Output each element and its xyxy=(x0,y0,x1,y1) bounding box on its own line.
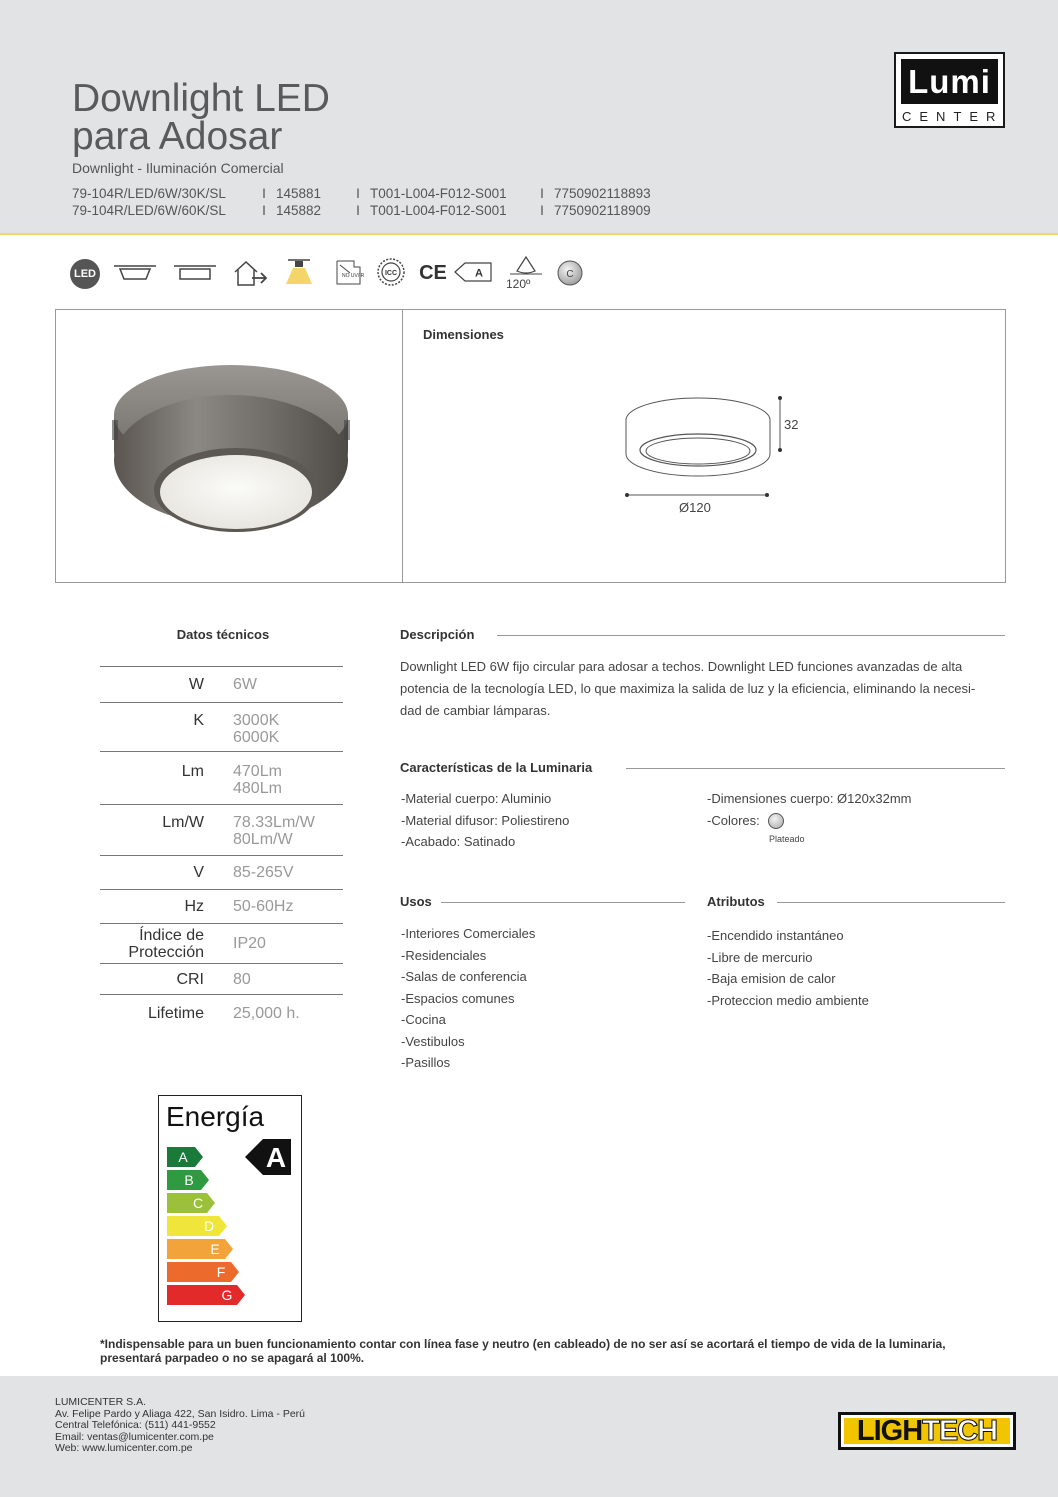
attributes-title: Atributos xyxy=(707,894,765,909)
tech-key xyxy=(100,763,204,780)
lightech-part-b: TECH xyxy=(922,1415,998,1447)
table-row xyxy=(100,964,343,995)
list-item: -Cocina xyxy=(401,1012,446,1027)
table-row xyxy=(100,703,343,752)
energy-rating-label: A xyxy=(265,1142,287,1173)
code-separator: I xyxy=(262,186,266,201)
value-line: 3000K xyxy=(233,712,280,729)
description-line: dad de cambiar lámparas. xyxy=(400,703,551,718)
energy-bar-c-label: C xyxy=(192,1195,204,1211)
energy-label xyxy=(158,1095,302,1322)
code-model: 79-104R/LED/6W/30K/SL xyxy=(72,186,226,201)
value-line: 25,000 h. xyxy=(233,1004,300,1022)
key-line: W xyxy=(188,676,204,693)
company-email: Email: ventas@lumicenter.com.pe xyxy=(55,1430,214,1443)
tech-value xyxy=(204,676,257,693)
energy-bar-e-label: E xyxy=(210,1241,220,1257)
dimension-height: 32 xyxy=(784,417,799,432)
code-ref: T001-L004-F012-S001 xyxy=(370,203,507,218)
table-row xyxy=(100,805,343,856)
color-icon-label: C xyxy=(566,269,574,280)
value-line: 480Lm xyxy=(233,780,282,797)
energy-class-a-icon xyxy=(453,261,493,283)
tech-key xyxy=(100,814,204,831)
tech-key xyxy=(100,1005,204,1022)
list-item: -Espacios comunes xyxy=(401,990,515,1006)
tech-key xyxy=(100,898,204,915)
colors-item xyxy=(707,810,911,832)
value-line: 50-60Hz xyxy=(233,898,294,915)
company-phone: Central Telefónica: (511) 441-9552 xyxy=(55,1419,216,1431)
ce-label: CE xyxy=(419,262,447,284)
energy-bar-a-label: A xyxy=(178,1149,188,1165)
color-swatch-silver xyxy=(768,813,784,829)
lightech-wordmark xyxy=(841,1415,1013,1447)
list-item: -Libre de mercurio xyxy=(707,949,813,965)
code-model: 79-104R/LED/6W/60K/SL xyxy=(72,203,226,218)
code-id: 145881 xyxy=(276,186,322,201)
lumicenter-logo xyxy=(894,52,1005,128)
colors-label: -Colores: xyxy=(707,812,760,828)
dimension-diameter: Ø120 xyxy=(679,500,711,515)
value-line: 78.33Lm/W xyxy=(233,814,315,831)
energy-bar-f xyxy=(167,1262,239,1282)
company-street: Av. Felipe Pardo y Aliaga 422, San Isidro. Lima - Perú xyxy=(55,1407,305,1420)
lightech-logo xyxy=(838,1412,1016,1450)
key-line: Lm xyxy=(181,763,204,780)
table-row xyxy=(100,890,343,924)
recessed-trapezoid-icon xyxy=(112,263,158,283)
tech-value xyxy=(204,814,315,848)
list-item: -Dimensiones cuerpo: Ø120x32mm xyxy=(707,791,912,806)
table-row xyxy=(100,924,343,964)
lightech-part-a: LIGH xyxy=(856,1415,923,1447)
value-line: IP20 xyxy=(233,935,266,952)
panel-divider xyxy=(402,310,403,582)
icc-label: ICC xyxy=(384,270,398,277)
key-line: CRI xyxy=(176,970,204,988)
list-item: -Baja emision de calor xyxy=(707,971,836,986)
list-item: -Salas de conferencia xyxy=(401,969,527,984)
energy-bar-g xyxy=(167,1285,245,1305)
dimension-drawing xyxy=(621,390,791,500)
energy-bar-g-label: G xyxy=(221,1287,233,1303)
no-uv-label: NO UV/IR xyxy=(342,273,365,279)
indoor-home-icon xyxy=(232,258,268,288)
tech-value xyxy=(204,1005,300,1022)
list-item: -Interiores Comerciales xyxy=(401,926,536,941)
code-separator: I xyxy=(262,203,266,218)
dimensions-title: Dimensiones xyxy=(423,327,504,342)
table-row xyxy=(100,856,343,890)
table-row xyxy=(100,752,343,805)
tech-data-table xyxy=(100,666,343,1031)
energy-icon-label: A xyxy=(475,267,483,280)
beam-angle-icon xyxy=(508,255,544,277)
value-line: 80Lm/W xyxy=(233,831,293,848)
list-item: -Pasillos xyxy=(401,1055,451,1070)
tech-value xyxy=(204,864,294,881)
code-ean: 7750902118909 xyxy=(554,203,651,218)
color-c-icon xyxy=(556,259,584,287)
list-item: -Proteccion medio ambiente xyxy=(707,992,869,1008)
tech-data-title: Datos técnicos xyxy=(176,627,270,642)
list-item: -Acabado: Satinado xyxy=(401,834,516,849)
footer-band xyxy=(0,1376,1058,1497)
footnote-line: presentará parpadeo o no se apagará al 100%. xyxy=(100,1351,365,1365)
description-line: potencia de la tecnología LED, lo que maximiza la salida de luz y la eficiencia, eliminando la necesi- xyxy=(400,681,976,696)
list-item: -Material cuerpo: Aluminio xyxy=(401,791,552,806)
features-title: Características de la Luminaria xyxy=(400,760,593,775)
code-id: 145882 xyxy=(276,203,322,218)
energy-title: Energía xyxy=(166,1101,265,1132)
list-item: -Residenciales xyxy=(401,947,487,963)
surface-mount-icon xyxy=(172,263,218,283)
energy-bar-b-label: B xyxy=(184,1172,194,1188)
header-band xyxy=(0,0,1058,235)
attributes-rule xyxy=(777,902,1005,903)
tech-key xyxy=(100,676,204,693)
uses-list xyxy=(401,923,535,1074)
energy-bar-d-label: D xyxy=(203,1218,215,1234)
code-row xyxy=(72,202,674,219)
energy-bar-c xyxy=(167,1193,215,1213)
tech-value xyxy=(204,935,266,952)
key-line: Hz xyxy=(184,898,204,915)
tech-key xyxy=(100,712,204,729)
company-name: LUMICENTER S.A. xyxy=(55,1396,147,1408)
title-line-2: para Adosar xyxy=(72,115,283,158)
tech-key xyxy=(100,971,204,988)
code-separator: I xyxy=(356,203,360,218)
description-line: Downlight LED 6W fijo circular para adosar a techos. Downlight LED funciones avanzadas de alta xyxy=(400,659,963,674)
key-line: Protección xyxy=(128,943,204,961)
ceiling-lamp-icon xyxy=(284,257,314,287)
code-separator: I xyxy=(356,186,360,201)
title-line-1: Downlight LED xyxy=(72,77,330,120)
tech-value xyxy=(204,712,279,746)
code-separator: I xyxy=(540,186,544,201)
table-row xyxy=(100,667,343,703)
value-line: 6000K xyxy=(233,729,280,746)
energy-bar-d xyxy=(167,1216,227,1236)
code-separator: I xyxy=(540,203,544,218)
value-line: 6W xyxy=(233,676,257,693)
no-uv-ir-icon xyxy=(334,257,365,287)
code-ref: T001-L004-F012-S001 xyxy=(370,186,507,201)
icc-cert-icon xyxy=(376,257,406,287)
product-title xyxy=(72,77,330,158)
tech-key xyxy=(100,927,204,961)
code-row xyxy=(72,185,674,202)
company-address xyxy=(55,1397,305,1455)
list-item: -Vestibulos xyxy=(401,1033,465,1049)
key-line: K xyxy=(193,712,204,729)
value-line: 470Lm xyxy=(233,763,282,780)
list-item: -Encendido instantáneo xyxy=(707,928,844,943)
product-photo xyxy=(106,360,356,540)
energy-bar-e xyxy=(167,1239,233,1259)
table-row xyxy=(100,995,343,1031)
product-image-panel xyxy=(55,309,1006,583)
description-rule xyxy=(497,635,1005,636)
value-line: 80 xyxy=(233,970,251,988)
key-line: Índice de xyxy=(139,926,204,944)
company-web: Web: www.lumicenter.com.pe xyxy=(55,1442,193,1454)
tech-key xyxy=(100,864,204,881)
description-text xyxy=(400,656,1000,722)
features-left-list xyxy=(401,788,569,853)
footnote xyxy=(100,1337,1000,1365)
color-swatch-label: Plateado xyxy=(769,834,805,844)
ce-mark-icon xyxy=(418,257,448,287)
logo-wordmark: Lumi xyxy=(901,59,998,104)
tech-value xyxy=(204,971,251,988)
key-line: Lm/W xyxy=(162,814,204,831)
energy-scale xyxy=(159,1096,301,1321)
uses-title: Usos xyxy=(400,894,432,909)
product-codes xyxy=(72,185,674,219)
code-ean: 7750902118893 xyxy=(554,186,651,201)
feature-icons xyxy=(70,255,610,295)
value-line: 85-265V xyxy=(233,864,294,881)
features-rule xyxy=(626,768,1005,769)
tech-value xyxy=(204,763,282,797)
key-line: V xyxy=(193,864,204,881)
attributes-list xyxy=(707,925,869,1011)
tech-value xyxy=(204,898,293,915)
product-subtitle: Downlight - Iluminación Comercial xyxy=(72,160,284,176)
logo-subtext: CENTER xyxy=(902,109,1004,124)
key-line: Lifetime xyxy=(147,1004,204,1022)
led-icon: LED xyxy=(70,259,100,289)
beam-angle-value: 120º xyxy=(506,277,531,291)
features-right-list xyxy=(707,788,911,831)
description-title: Descripción xyxy=(400,627,475,642)
uses-rule xyxy=(441,902,685,903)
footnote-line: *Indispensable para un buen funcionamiento contar con línea fase y neutro (en cableado) de no ser así se acortará el tiempo de vida de la luminaria, xyxy=(100,1337,946,1351)
list-item: -Material difusor: Poliestireno xyxy=(401,812,570,828)
energy-bar-f-label: F xyxy=(216,1264,226,1280)
